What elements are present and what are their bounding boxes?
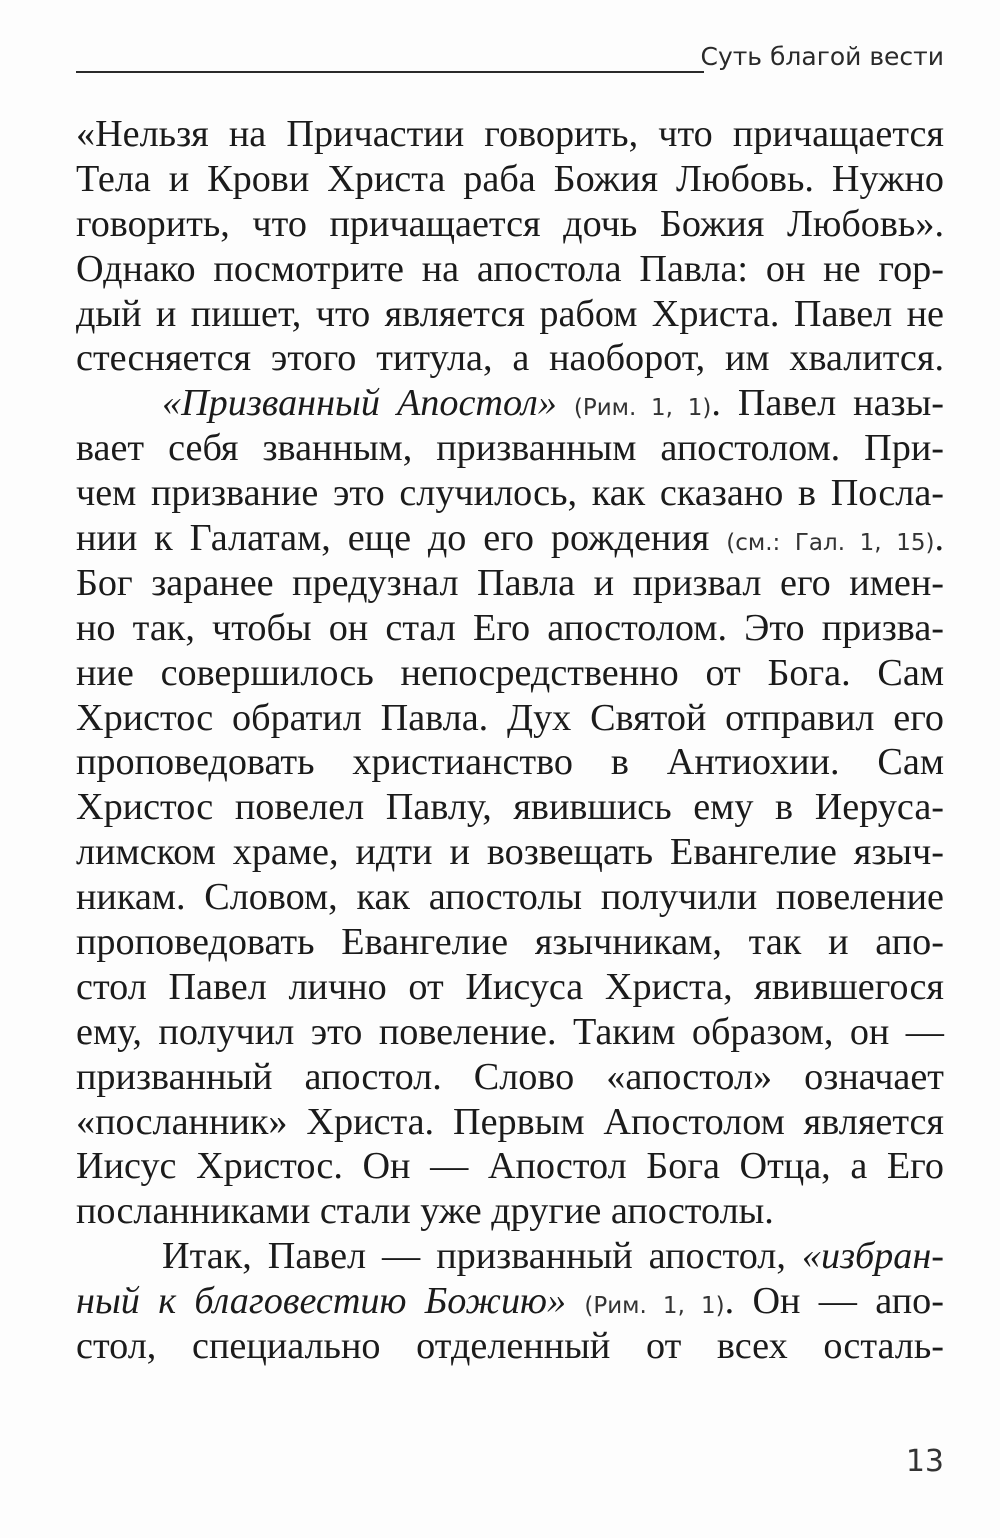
text-line: Бог заранее предузнал Павла и призвал его имен- xyxy=(76,561,944,604)
quote: «избран- xyxy=(801,1235,945,1278)
quote: ный к благовестию Божию» xyxy=(76,1280,567,1323)
text-line: стол, специально отделенный от всех осталь- xyxy=(76,1325,944,1368)
body-text xyxy=(76,112,944,1369)
text-line: ние совершилось непосредственно от Бога. Сам xyxy=(76,651,944,694)
page-number: 13 xyxy=(905,1444,944,1479)
text-line: стесняется этого титула, а наоборот, им хвалится. xyxy=(76,337,944,380)
text-line: дый и пишет, что является рабом Христа. Павел не xyxy=(76,292,944,335)
text-line: Однако посмотрите на апостола Павла: он не гор- xyxy=(76,247,944,290)
scripture-reference: (Рим. 1, 1) xyxy=(584,1293,725,1320)
text-line: Христос обратил Павла. Дух Святой отправил его xyxy=(76,696,944,739)
text-line: проповедовать христианство в Антиохии. Сам xyxy=(76,741,944,784)
text-line: посланниками стали уже другие апостолы. xyxy=(76,1190,774,1233)
running-title: Суть благой вести xyxy=(700,42,944,71)
text-line: Иисус Христос. Он — Апостол Бога Отца, а Его xyxy=(76,1145,944,1188)
text-line: говорить, что причащается дочь Божия Любовь». xyxy=(76,202,944,245)
text-line: призванный апостол. Слово «апостол» означает xyxy=(76,1055,944,1098)
text-line: ный к благовестию Божию» (Рим. 1, 1). Он — апо- xyxy=(76,1280,944,1323)
running-header xyxy=(76,42,944,82)
text-line: «Призванный Апостол» (Рим. 1, 1). Павел назы- xyxy=(162,382,944,425)
text-line: но так, чтобы он стал Его апостолом. Это призва- xyxy=(76,606,944,649)
text-line: ему, получил это повеление. Таким образом, он — xyxy=(76,1010,944,1053)
text-line: «посланник» Христа. Первым Апостолом является xyxy=(76,1100,944,1143)
scripture-reference: (Рим. 1, 1) xyxy=(573,395,712,422)
scripture-reference: (см.: Гал. 1, 15) xyxy=(726,530,935,557)
text-line: Тела и Крови Христа раба Божия Любовь. Нужно xyxy=(76,157,944,200)
text-line: лимском храме, идти и возвещать Евангелие языч- xyxy=(76,831,944,874)
text-line: чем призвание это случилось, как сказано в Посла- xyxy=(76,472,944,515)
text-line: «Нельзя на Причастии говорить, что причащается xyxy=(76,113,944,155)
text-line: стол Павел лично от Иисуса Христа, явившегося xyxy=(76,965,944,1008)
text-line: Итак, Павел — призванный апостол, «избран- xyxy=(162,1235,945,1278)
text-line: Христос повелел Павлу, явившись ему в Иеруса- xyxy=(76,786,944,829)
text-line: никам. Словом, как апостолы получили повеление xyxy=(76,876,944,919)
quote: «Призванный Апостол» xyxy=(162,382,557,425)
header-rule xyxy=(76,71,704,73)
text-line: проповедовать Евангелие язычникам, так и апо- xyxy=(76,921,944,964)
text-line: вает себя званным, призванным апостолом. При- xyxy=(76,427,944,470)
text-line: нии к Галатам, еще до его рождения (см.: Гал. 1, 15). xyxy=(76,517,945,560)
